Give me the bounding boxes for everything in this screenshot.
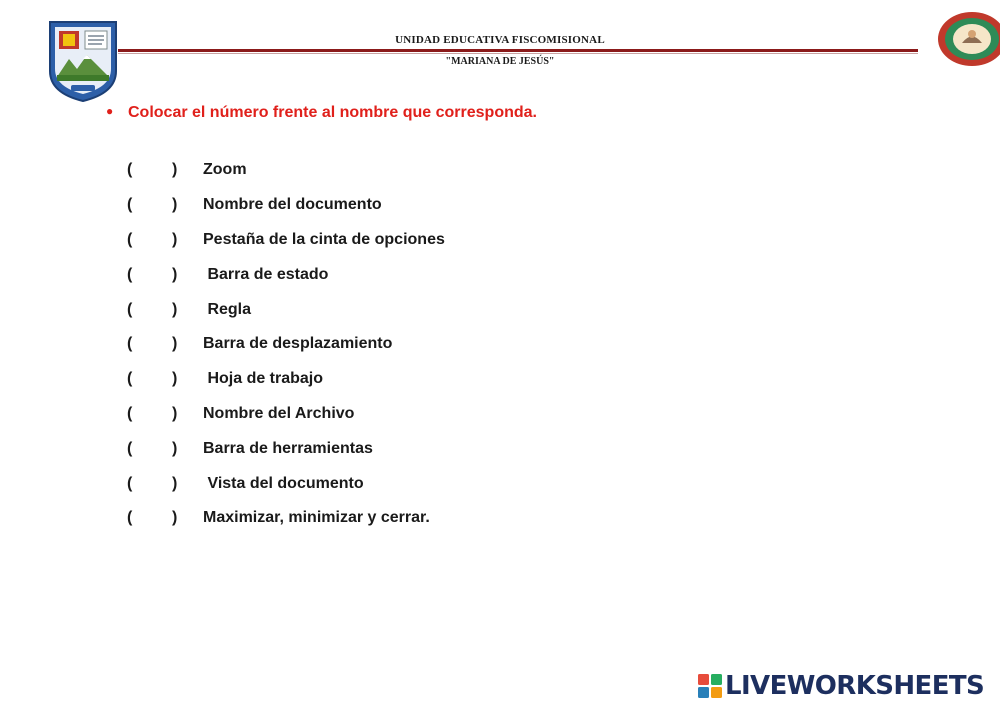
- item-label: Zoom: [203, 161, 247, 179]
- round-seal-icon: [934, 10, 1000, 68]
- item-label: Barra de estado: [203, 265, 329, 283]
- bullet-icon: ●: [106, 104, 114, 118]
- list-item: [127, 223, 445, 258]
- item-label: Barra de herramientas: [203, 439, 373, 457]
- answer-blank-close: ): [172, 439, 178, 457]
- answer-blank-open[interactable]: (: [127, 300, 133, 318]
- instruction: [106, 104, 537, 122]
- answer-blank-close: ): [172, 474, 178, 492]
- answer-blank-open[interactable]: (: [127, 230, 133, 248]
- header-rule-thin: [118, 53, 918, 54]
- list-item: [127, 153, 445, 188]
- item-label: Vista del documento: [203, 474, 364, 492]
- answer-blank-open[interactable]: (: [127, 196, 133, 214]
- brand-text: LIVEWORKSHEETS: [725, 671, 985, 701]
- liveworksheets-brand[interactable]: [698, 671, 984, 701]
- answer-blank-open[interactable]: (: [127, 474, 133, 492]
- item-label: Pestaña de la cinta de opciones: [203, 230, 445, 248]
- answer-blank-close: ): [172, 196, 178, 214]
- answer-blank-open[interactable]: (: [127, 265, 133, 283]
- list-item: [127, 327, 445, 362]
- answer-blank-open[interactable]: (: [127, 509, 133, 527]
- answer-blank-close: ): [172, 370, 178, 388]
- header-rule: [118, 49, 918, 52]
- item-label: Nombre del Archivo: [203, 404, 355, 422]
- answer-blank-open[interactable]: (: [127, 335, 133, 353]
- item-label: Hoja de trabajo: [203, 370, 324, 388]
- answer-blank-close: ): [172, 300, 178, 318]
- instruction-text: Colocar el número frente al nombre que corresponda.: [128, 104, 537, 121]
- list-item: [127, 292, 445, 327]
- item-label: Nombre del documento: [203, 196, 382, 214]
- school-subtitle: "MARIANA DE JESÚS": [445, 56, 555, 67]
- list-item: [127, 501, 445, 536]
- item-label: Barra de desplazamiento: [203, 335, 393, 353]
- school-name: UNIDAD EDUCATIVA FISCOMISIONAL: [395, 34, 605, 46]
- answer-blank-open[interactable]: (: [127, 161, 133, 179]
- answer-blank-close: ): [172, 335, 178, 353]
- school-crest-icon: [47, 19, 119, 103]
- liveworksheets-logo-icon: [698, 674, 722, 698]
- list-item: [127, 397, 445, 432]
- answer-blank-close: ): [172, 404, 178, 422]
- answer-blank-close: ): [172, 161, 178, 179]
- answer-blank-open[interactable]: (: [127, 404, 133, 422]
- answer-blank-close: ): [172, 265, 178, 283]
- list-item: [127, 362, 445, 397]
- list-item: [127, 188, 445, 223]
- answer-blank-close: ): [172, 230, 178, 248]
- list-item: [127, 431, 445, 466]
- answer-blank-close: ): [172, 509, 178, 527]
- answer-blank-open[interactable]: (: [127, 370, 133, 388]
- item-label: Regla: [203, 300, 252, 318]
- answer-list: [127, 153, 445, 536]
- item-label: Maximizar, minimizar y cerrar.: [203, 509, 430, 527]
- answer-blank-open[interactable]: (: [127, 439, 133, 457]
- list-item: [127, 466, 445, 501]
- list-item: [127, 257, 445, 292]
